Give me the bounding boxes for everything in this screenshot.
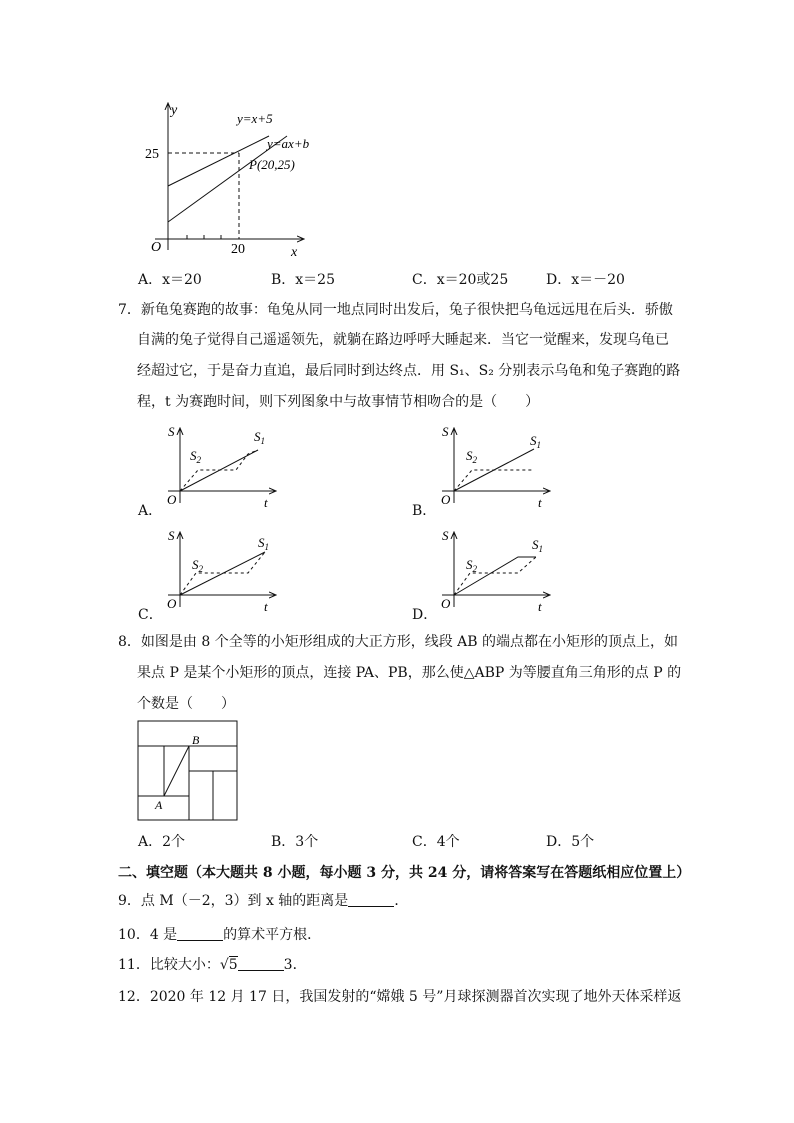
q6-option-c[interactable]: C．x＝20或25 bbox=[412, 272, 509, 288]
q11-answer-blank[interactable] bbox=[238, 956, 284, 971]
q7-option-b[interactable]: B． bbox=[412, 503, 437, 519]
svg-text:t: t bbox=[538, 495, 542, 510]
svg-text:S1: $S_1$ bbox=[258, 535, 269, 552]
point-b-label: B bbox=[192, 733, 200, 747]
point-label: P(20,25) bbox=[249, 157, 295, 172]
svg-text:S2: $S_2$ bbox=[466, 557, 477, 574]
q7-option-a[interactable]: A． bbox=[138, 503, 163, 519]
svg-text:S1: $S_1$ bbox=[254, 429, 265, 446]
q8-option-a[interactable]: A．2个 bbox=[138, 834, 186, 850]
svg-text:S: S bbox=[442, 528, 449, 543]
q7-option-c[interactable]: C． bbox=[138, 607, 163, 623]
q7-graph-d bbox=[434, 527, 559, 617]
q8-figure bbox=[137, 720, 241, 824]
y-axis-label: y bbox=[171, 103, 178, 118]
svg-text:S2: $S_2$ bbox=[190, 448, 201, 465]
svg-text:S2: $S_2$ bbox=[192, 557, 203, 574]
q6-graph bbox=[135, 98, 325, 260]
q6-option-b[interactable]: B．x＝25 bbox=[271, 272, 335, 288]
svg-text:S1: $S_1$ bbox=[532, 537, 543, 554]
q8-line-3: 个数是（ ） bbox=[137, 696, 235, 712]
q6-option-d[interactable]: D．x＝－20 bbox=[546, 272, 625, 288]
q8-option-d[interactable]: D．5个 bbox=[546, 834, 595, 850]
q7-line-2: 自满的兔子觉得自己遥遥领先，就躺在路边呼呼大睡起来．当它一觉醒来，发现乌龟已 bbox=[137, 332, 669, 348]
sqrt-symbol: √ bbox=[219, 957, 229, 973]
q7-graph-c bbox=[160, 527, 285, 617]
q8-line-2: 果点 P 是某个小矩形的顶点，连接 PA、PB，那么使△ABP 为等腰直角三角形的点 P 的 bbox=[137, 665, 682, 681]
line2-label: y=ax+b bbox=[267, 136, 310, 151]
q7-option-d[interactable]: D． bbox=[412, 607, 438, 623]
svg-text:t: t bbox=[264, 495, 268, 510]
q8-option-b[interactable]: B．3个 bbox=[271, 834, 319, 850]
q7-line-4: 程，t 为赛跑时间，则下列图象中与故事情节相吻合的是（ ） bbox=[137, 394, 540, 410]
svg-text:t: t bbox=[264, 599, 268, 614]
q11: 11．比较大小：√5 3． bbox=[118, 957, 307, 973]
q6-option-a[interactable]: A．x＝20 bbox=[138, 272, 202, 288]
svg-text:O: O bbox=[441, 596, 451, 611]
section-2-heading: 二、填空题（本大题共 8 小题，每小题 3 分，共 24 分，请将答案写在答题纸相应位置上） bbox=[118, 865, 691, 881]
point-a-label: A bbox=[155, 798, 163, 812]
q8-line-1: 8．如图是由 8 个全等的小矩形组成的大正方形，线段 AB 的端点都在小矩形的顶点上，如 bbox=[118, 634, 679, 650]
svg-text:O: O bbox=[167, 492, 177, 507]
q12-line-1: 12．2020 年 12 月 17 日，我国发射的“嫦娥 5 号”月球探测器首次实现了地外天体采样返 bbox=[118, 989, 682, 1005]
q7b-s2-line bbox=[454, 470, 534, 491]
svg-text:t: t bbox=[538, 599, 542, 614]
segment-ab bbox=[164, 746, 189, 796]
q10: 10．4 是 的算术平方根． bbox=[118, 927, 322, 943]
x-tick-20: 20 bbox=[231, 242, 245, 257]
svg-text:S2: $S_2$ bbox=[466, 448, 477, 465]
svg-text:O: O bbox=[167, 596, 177, 611]
q7-graph-a bbox=[160, 423, 285, 513]
svg-text:S1: $S_1$ bbox=[530, 433, 541, 450]
x-axis-label: x bbox=[291, 245, 298, 260]
q9-answer-blank[interactable] bbox=[348, 892, 394, 907]
y-tick-25: 25 bbox=[145, 147, 159, 162]
svg-text:S: S bbox=[168, 528, 175, 543]
q7-line-3: 经超过它，于是奋力直追，最后同时到达终点．用 S₁、S₂ 分别表示乌龟和兔子赛跑的路 bbox=[137, 363, 681, 379]
line1-label: y=x+5 bbox=[237, 111, 273, 126]
svg-text:O: O bbox=[441, 492, 451, 507]
svg-text:S: S bbox=[442, 424, 449, 439]
q10-answer-blank[interactable] bbox=[177, 926, 223, 941]
q9: 9．点 M（－2，3）到 x 轴的距离是 ． bbox=[118, 893, 409, 909]
q8-option-c[interactable]: C．4个 bbox=[412, 834, 460, 850]
origin-label: O bbox=[151, 240, 162, 255]
svg-text:S: S bbox=[168, 424, 175, 439]
q7-line-1: 7．新龟兔赛跑的故事：龟兔从同一地点同时出发后，兔子很快把乌龟远远甩在后头．骄傲 bbox=[118, 302, 673, 318]
q7-graph-b bbox=[434, 423, 559, 513]
